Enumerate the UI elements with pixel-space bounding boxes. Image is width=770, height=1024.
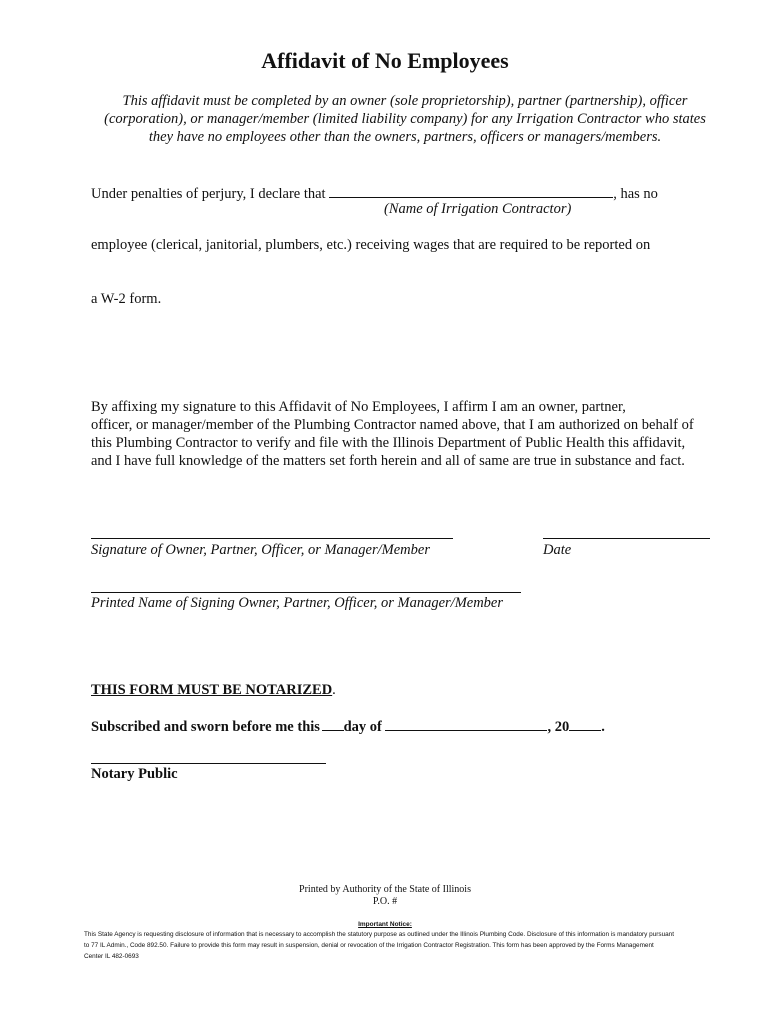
notary-public-label: Notary Public xyxy=(91,766,178,782)
declaration-suffix: , has no xyxy=(613,186,658,202)
intro-instructions: This affidavit must be completed by an owner (sole proprietorship), partner (partnership), officer (corporation), or manager/member (limited liability company) for any Irrigation Contractor who states they have no employees other than the owners, partners, officers or managers/members. xyxy=(104,93,706,145)
notice-line-1: This State Agency is requesting disclosure of information that is necessary to accomplish the statutory purpose as outlined under the Illinois Plumbing Code. Disclosure of this information is mandatory pursuant xyxy=(84,931,675,938)
sworn-statement xyxy=(91,716,605,736)
declaration-line-1 xyxy=(91,183,691,203)
date-label: Date xyxy=(543,542,572,558)
sworn-day-label: day of xyxy=(343,719,382,735)
notice-line-3: Center IL 482-0693 xyxy=(84,953,139,960)
affirmation-line-4: and I have full knowledge of the matters set forth herein and all of same are true in substance and fact. xyxy=(91,453,685,469)
sworn-year-field[interactable] xyxy=(569,716,601,731)
contractor-name-field[interactable] xyxy=(329,183,613,198)
notary-signature-line[interactable] xyxy=(91,763,326,764)
sworn-prefix: Subscribed and sworn before me this xyxy=(91,719,320,735)
notarized-notice xyxy=(91,682,336,699)
affirmation-line-1: By affixing my signature to this Affidavit of No Employees, I affirm I am an owner, partner, xyxy=(91,399,626,415)
signature-label: Signature of Owner, Partner, Officer, or Manager/Member xyxy=(91,542,430,558)
document-title: Affidavit of No Employees xyxy=(261,48,509,73)
notarized-heading: THIS FORM MUST BE NOTARIZED xyxy=(91,682,333,698)
affirmation-line-2: officer, or manager/member of the Plumbing Contractor named above, that I am authorized on behalf of xyxy=(91,417,694,433)
sworn-end: . xyxy=(601,719,605,735)
declaration-prefix: Under penalties of perjury, I declare that xyxy=(91,186,326,202)
declaration-line-2: employee (clerical, janitorial, plumbers, etc.) receiving wages that are required to be reported on xyxy=(91,237,651,253)
printed-by-authority: Printed by Authority of the State of Illinois xyxy=(299,884,471,895)
affirmation-line-3: this Plumbing Contractor to verify and file with the Illinois Department of Public Health this affidavit, xyxy=(91,435,686,451)
sworn-day-field[interactable] xyxy=(322,716,344,731)
important-notice-heading: Important Notice: xyxy=(358,921,412,928)
printed-name-label: Printed Name of Signing Owner, Partner, Officer, or Manager/Member xyxy=(91,595,504,611)
contractor-name-label: (Name of Irrigation Contractor) xyxy=(384,201,572,217)
po-number: P.O. # xyxy=(372,896,398,907)
signature-line[interactable] xyxy=(91,538,453,539)
notice-line-2: to 77 IL Admin., Code 892.50. Failure to provide this form may result in suspension, denial or revocation of the Irrigation Contractor Registration. This form has been approved by the Forms Management xyxy=(84,942,654,949)
printed-name-line[interactable] xyxy=(91,592,521,593)
notarized-period: . xyxy=(332,682,336,698)
date-line[interactable] xyxy=(543,538,710,539)
sworn-year-prefix: , 20 xyxy=(547,719,570,735)
declaration-line-3: a W-2 form. xyxy=(91,291,162,307)
sworn-month-field[interactable] xyxy=(385,716,547,731)
